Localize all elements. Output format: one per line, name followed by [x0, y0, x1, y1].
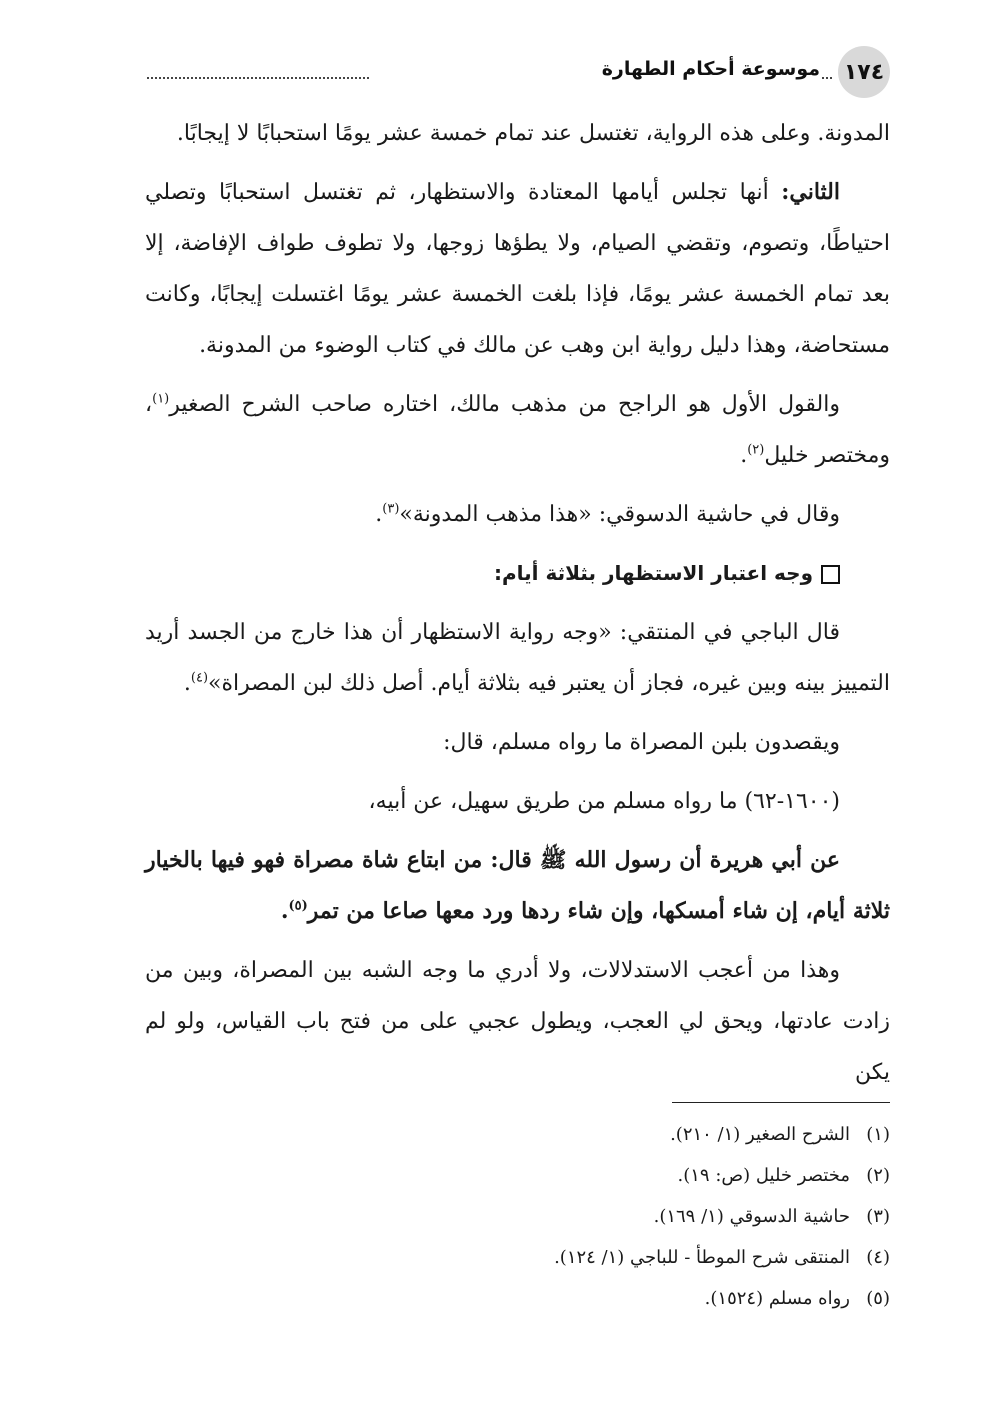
paragraph	[145, 717, 890, 768]
footnote-number: (٤)	[866, 1247, 890, 1268]
hadith-text	[145, 835, 890, 937]
footnote-ref[interactable]: (٤)	[190, 670, 209, 686]
footnote	[145, 1114, 890, 1155]
section-heading	[145, 548, 890, 599]
heading-text: وجه اعتبار الاستظهار بثلاثة أيام:	[493, 561, 813, 585]
main-text	[145, 108, 890, 1106]
checkbox-icon	[821, 565, 840, 584]
paragraph	[145, 379, 890, 481]
page-number-badge: ١٧٤	[838, 46, 890, 98]
section-label: الثاني:	[781, 179, 840, 205]
footnote-text: المنتقى شرح الموطأ - للباجي (١/ ١٢٤).	[554, 1247, 850, 1268]
paragraph-text: .	[375, 502, 383, 527]
header-dotted-rule	[147, 77, 369, 79]
header-dotted-rule	[822, 77, 832, 79]
paragraph-text: أنها تجلس أيامها المعتادة والاستظهار، ثم تغتسل استحبابًا وتصلي احتياطًا، وتصوم، وتقضي الصيام، ولا يطؤها زوجها، ولا تطوف طواف الإفاضة، إلا بعد تمام الخمسة عشر يومًا، فإذا بلغت الخمسة عشر يومًا اغتسلت إيجابًا، وكانت مستحاضة، وهذا دليل رواية ابن وهب عن مالك في كتاب الوضوء من المدونة.	[145, 180, 891, 358]
footnote-text: رواه مسلم (١٥٢٤).	[704, 1288, 850, 1309]
paragraph-text: وقال في حاشية الدسوقي: «هذا مذهب المدونة»	[399, 502, 840, 527]
footnote-number: (٣)	[866, 1206, 890, 1227]
footnote-text: حاشية الدسوقي (١/ ١٦٩).	[653, 1206, 850, 1227]
footnote-number: (١)	[866, 1124, 890, 1145]
hadith-chain	[145, 776, 890, 827]
footnotes	[145, 1114, 890, 1319]
footnote-text: الشرح الصغير (١/ ٢١٠).	[670, 1124, 850, 1145]
paragraph	[145, 167, 890, 371]
paragraph-text: ويقصدون بلبن المصراة ما رواه مسلم، قال:	[443, 730, 840, 755]
paragraph	[145, 607, 890, 709]
paragraph-text: .	[183, 671, 191, 696]
footnote-separator	[672, 1102, 890, 1103]
footnote	[145, 1278, 890, 1319]
footnote-ref[interactable]: (٣)	[382, 501, 400, 517]
footnote-text: مختصر خليل (ص: ١٩).	[677, 1165, 850, 1186]
page-header	[145, 46, 890, 96]
footnote-number: (٢)	[866, 1165, 890, 1186]
paragraph-text: والقول الأول هو الراجح من مذهب مالك، اختاره صاحب الشرح الصغير	[169, 392, 840, 417]
footnote-ref[interactable]: (٥)	[288, 898, 308, 914]
paragraph-text: المدونة. وعلى هذه الرواية، تغتسل عند تمام خمسة عشر يومًا استحبابًا لا إيجابًا.	[176, 121, 890, 146]
footnote-ref[interactable]: (١)	[152, 391, 170, 407]
paragraph-text: (١٦٠٠-٦٢) ما رواه مسلم من طريق سهيل، عن أبيه،	[368, 789, 840, 814]
footnote	[145, 1196, 890, 1237]
running-title: موسوعة أحكام الطهارة	[601, 58, 820, 80]
paragraph-text: وهذا من أعجب الاستدلالات، ولا أدري ما وجه الشبه بين المصراة، وبين من زادت عادتها، ويحق لي العجب، ويطول عجبي على من فتح باب القياس، ولو لم يكن	[145, 958, 890, 1085]
paragraph-text: .	[280, 898, 289, 924]
paragraph-text: .	[740, 443, 748, 468]
paragraph-text: ، ومختصر خليل	[145, 392, 890, 468]
footnote	[145, 1237, 890, 1278]
paragraph	[145, 489, 890, 540]
footnote	[145, 1155, 890, 1196]
paragraph-text: عن أبي هريرة أن رسول الله ﷺ قال: من ابتاع شاة مصراة فهو فيها بالخيار ثلاثة أيام، إن شاء أمسكها، وإن شاء ردها ورد معها صاعا من تمر	[145, 847, 890, 924]
paragraph	[145, 945, 890, 1098]
footnote-number: (٥)	[866, 1288, 890, 1309]
paragraph	[145, 108, 890, 159]
paragraph-text: قال الباجي في المنتقي: «وجه رواية الاستظهار أن هذا خارج من الجسد أريد التمييز بينه وبين غيره، فجاز أن يعتبر فيه بثلاثة أيام. أصل ذلك لبن المصراة»	[145, 620, 890, 696]
footnote-ref[interactable]: (٢)	[747, 442, 765, 458]
